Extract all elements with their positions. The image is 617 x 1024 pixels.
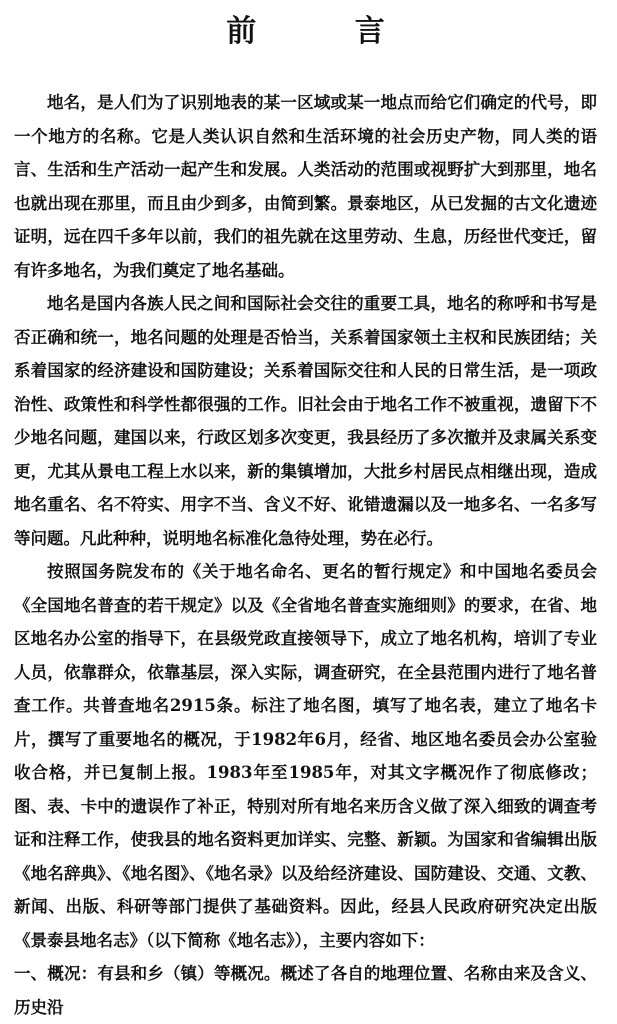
content-item-text: 有县和乡（镇）等概况。概述了各自的地理位置、名称由来及含义、历史沿 bbox=[14, 964, 598, 1017]
paragraph-3: 按照国务院发布的《关于地名命名、更名的暂行规定》和中国地名委员会《全国地名普查的若干规定》以及《全省地名普查实施细则》的要求，在省、地区地名办公室的指导下，在县级党政直接领导下，成立了地名机构，培训了专业人员，依靠群众，依靠基层，深入实际，调查研究，在全县范围内进行了地名普查工作。共普查地名2915条。标注了地名图，填写了地名表，建立了地名卡片，撰写了重要地名的概况，于1982年6月，经省、地区地名委员会办公室验收合格，并已复制上报。1983年至1985年，对其文字概况作了彻底修改；图、表、卡中的遗误作了补正，特别对所有地名来历含义做了深入细致的调查考证和注释工作，使我县的地名资料更加详实、完整、新颖。为国家和省编辑出版《地名辞典》、《地名图》、《地名录》以及给经济建设、国防建设、交通、文教、新闻、出版、科研等部门提供了基础资料。因此，经县人民政府研究决定出版《景泰县地名志》（以下简称《地名志》），主要内容如下： bbox=[14, 562, 597, 950]
paragraph-2: 地名是国内各族人民之间和国际社会交往的重要工具，地名的称呼和书写是否正确和统一，地名问题的处理是否恰当，关系着国家领土主权和民族团结；关系着国家的经济建设和国防建设；关系着国际交往和人民的日常生活，是一项政治性、政策性和科学性都很强的工作。旧社会由于地名工作不被重视，遗留下不少地名问题，建国以来，行政区划多次变更，我县经历了多次撤并及隶属关系变更，尤其从景电工程上水以来，新的集镇增加，大批乡村居民点相继出现，造成地名重名、名不符实、用字不当、含义不好、讹错遗漏以及一地多名、一名多写等问题。凡此种种，说明地名标准化急待处理，势在必行。 bbox=[14, 294, 597, 548]
content-item-lead: 一、概况： bbox=[14, 964, 98, 983]
content-item-overview bbox=[14, 957, 597, 1024]
paragraph-1: 地名，是人们为了识别地表的某一区域或某一地点而给它们确定的代号，即一个地方的名称。它是人类认识自然和生活环境的社会历史产物，同人类的语言、生活和生产活动一起产生和发展。人类活动的范围或视野扩大到那里，地名也就出现在那里，而且由少到多，由简到繁。景泰地区，从已发掘的古文化遗迹证明，远在四千多年以前，我们的祖先就在这里劳动、生息，历经世代变迁，留有许多地名，为我们奠定了地名基础。 bbox=[14, 93, 597, 280]
page-title: 前 言 bbox=[226, 14, 429, 49]
